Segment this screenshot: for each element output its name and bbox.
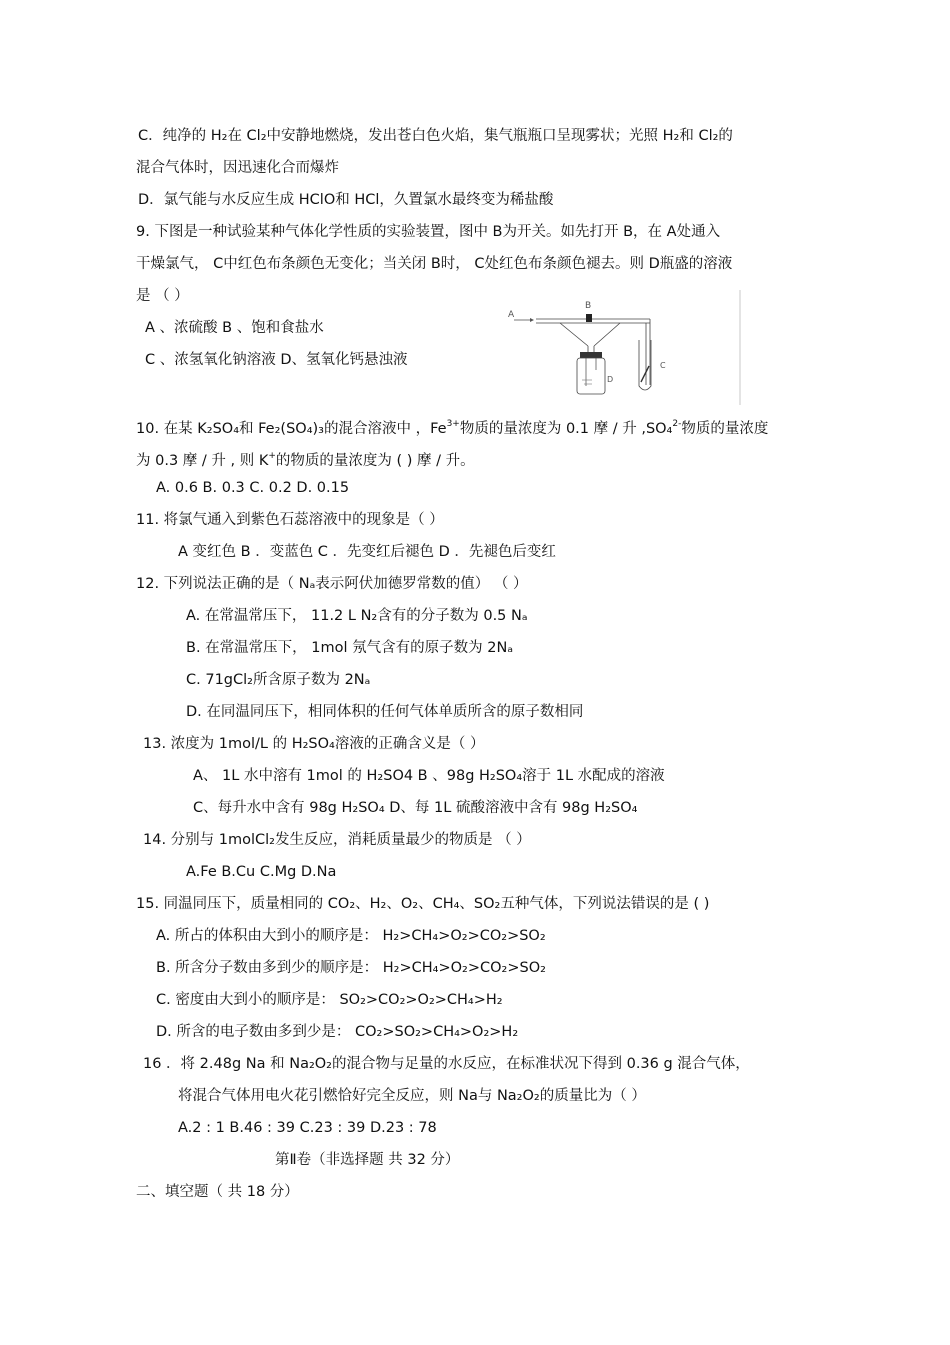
bottle-d <box>577 358 605 394</box>
label-a: A <box>508 310 515 320</box>
q8-option-d: D．氯气能与水反应生成 HClO和 HCl，久置氯水最终变为稀盐酸 <box>138 192 554 208</box>
q9-stem-line1: 9. 下图是一种试验某种气体化学性质的实验装置，图中 B为开关。如先打开 B，在 A处通入 <box>136 224 721 240</box>
q10-line1-c: 物质的量浓度 <box>681 421 769 437</box>
q9-stem-line3: 是 （ ） <box>136 288 189 304</box>
label-c: C <box>660 361 666 370</box>
q9-options-ab: A 、浓硫酸 B 、饱和食盐水 <box>145 320 324 336</box>
section-2-title: 第Ⅱ卷（非选择题 共 32 分） <box>275 1152 460 1168</box>
q13-options-ab: A、 1L 水中溶有 1mol 的 H₂SO4 B 、98g H₂SO₄溶于 1L 水配成的溶液 <box>193 768 665 784</box>
bottle-stopper <box>580 352 602 358</box>
branch-left <box>560 323 588 346</box>
q16-stem-line2: 将混合气体用电火花引燃恰好完全反应，则 Na与 Na₂O₂的质量比为（ ） <box>178 1088 646 1104</box>
q12-option-d: D. 在同温同压下，相同体积的任何气体单质所含的原子数相同 <box>186 704 584 720</box>
fill-in-section-title: 二、填空题（ 共 18 分） <box>136 1184 299 1200</box>
q12-stem: 12. 下列说法正确的是（ Nₐ表示阿伏加德罗常数的值） （ ） <box>136 576 528 592</box>
q15-option-d: D. 所含的电子数由多到少是： CO₂>SO₂>CH₄>O₂>H₂ <box>156 1024 519 1040</box>
q9-stem-line2: 干燥氯气， C中红色布条颜色无变化；当关闭 B时， C处红色布条颜色褪去。则 D瓶盛的溶液 <box>136 256 733 272</box>
label-b: B <box>585 301 592 311</box>
q10-so4-charge: 2- <box>672 419 682 429</box>
q10-options: A. 0.6 B. 0.3 C. 0.2 D. 0.15 <box>156 480 350 496</box>
red-cloth-strip <box>641 366 649 382</box>
q11-stem: 11. 将氯气通入到紫色石蕊溶液中的现象是（ ） <box>136 512 444 528</box>
branch-right <box>594 323 620 346</box>
q13-options-cd: C、每升水中含有 98g H₂SO₄ D、每 1L 硫酸溶液中含有 98g H₂SO₄ <box>193 800 638 816</box>
inlet-arrow-head <box>530 318 534 322</box>
q15-stem: 15. 同温同压下，质量相同的 CO₂、H₂、O₂、CH₄、SO₂五种气体，下列说法错误的是 ( ) <box>136 896 710 912</box>
gas-apparatus-figure <box>500 290 745 410</box>
q10-stem-line1 <box>136 414 768 439</box>
q16-options: A.2 : 1 B.46 : 39 C.23 : 39 D.23 : 78 <box>178 1120 437 1136</box>
q9-options-cd: C 、浓氢氧化钠溶液 D、氢氧化钙悬浊液 <box>145 352 408 368</box>
q10-line2-a: 为 0.3 摩 / 升 , 则 K <box>136 453 269 469</box>
q12-option-a: A. 在常温常压下， 11.2 L N₂含有的分子数为 0.5 Nₐ <box>186 608 528 624</box>
q8-option-c-line2: 混合气体时，因迅速化合而爆炸 <box>136 160 339 176</box>
q10-k-charge: + <box>268 451 276 461</box>
q10-fe-charge: 3+ <box>446 419 460 429</box>
q10-line2-b: 的物质的量浓度为 ( ) 摩 / 升。 <box>275 453 475 469</box>
q15-option-b: B. 所含分子数由多到少的顺序是： H₂>CH₄>O₂>CO₂>SO₂ <box>156 960 546 976</box>
q15-option-a: A. 所占的体积由大到小的顺序是： H₂>CH₄>O₂>CO₂>SO₂ <box>156 928 546 944</box>
label-d: D <box>607 375 614 384</box>
test-tube-c <box>639 340 651 390</box>
q13-stem: 13. 浓度为 1mol/L 的 H₂SO₄溶液的正确含义是（ ） <box>143 736 485 752</box>
q14-options: A.Fe B.Cu C.Mg D.Na <box>186 864 337 880</box>
q12-option-c: C. 71gCl₂所含原子数为 2Nₐ <box>186 672 371 688</box>
q10-stem-line2 <box>136 446 475 471</box>
q10-line1-a: 10. 在某 K₂SO₄和 Fe₂(SO₄)₃的混合溶液中 ，Fe <box>136 421 447 437</box>
q14-stem: 14. 分别与 1molCl₂发生反应，消耗质量最少的物质是 （ ） <box>143 832 531 848</box>
q15-option-c: C. 密度由大到小的顺序是： SO₂>CO₂>O₂>CH₄>H₂ <box>156 992 503 1008</box>
valve-b <box>586 314 592 322</box>
q10-line1-b: 物质的量浓度为 0.1 摩 / 升 ,SO₄ <box>459 421 673 437</box>
q12-option-b: B. 在常温常压下， 1mol 氖气含有的原子数为 2Nₐ <box>186 640 513 656</box>
q8-option-c-line1: C．纯净的 H₂在 Cl₂中安静地燃烧，发出苍白色火焰，集气瓶瓶口呈现雾状；光照 H₂和 Cl₂的 <box>138 128 733 144</box>
q11-options: A 变红色 B ．变蓝色 C ．先变红后褪色 D ．先褪色后变红 <box>178 544 556 560</box>
q16-stem-line1: 16 ．将 2.48g Na 和 Na₂O₂的混合物与足量的水反应，在标准状况下得到 0.36 g 混合气体， <box>143 1056 750 1072</box>
